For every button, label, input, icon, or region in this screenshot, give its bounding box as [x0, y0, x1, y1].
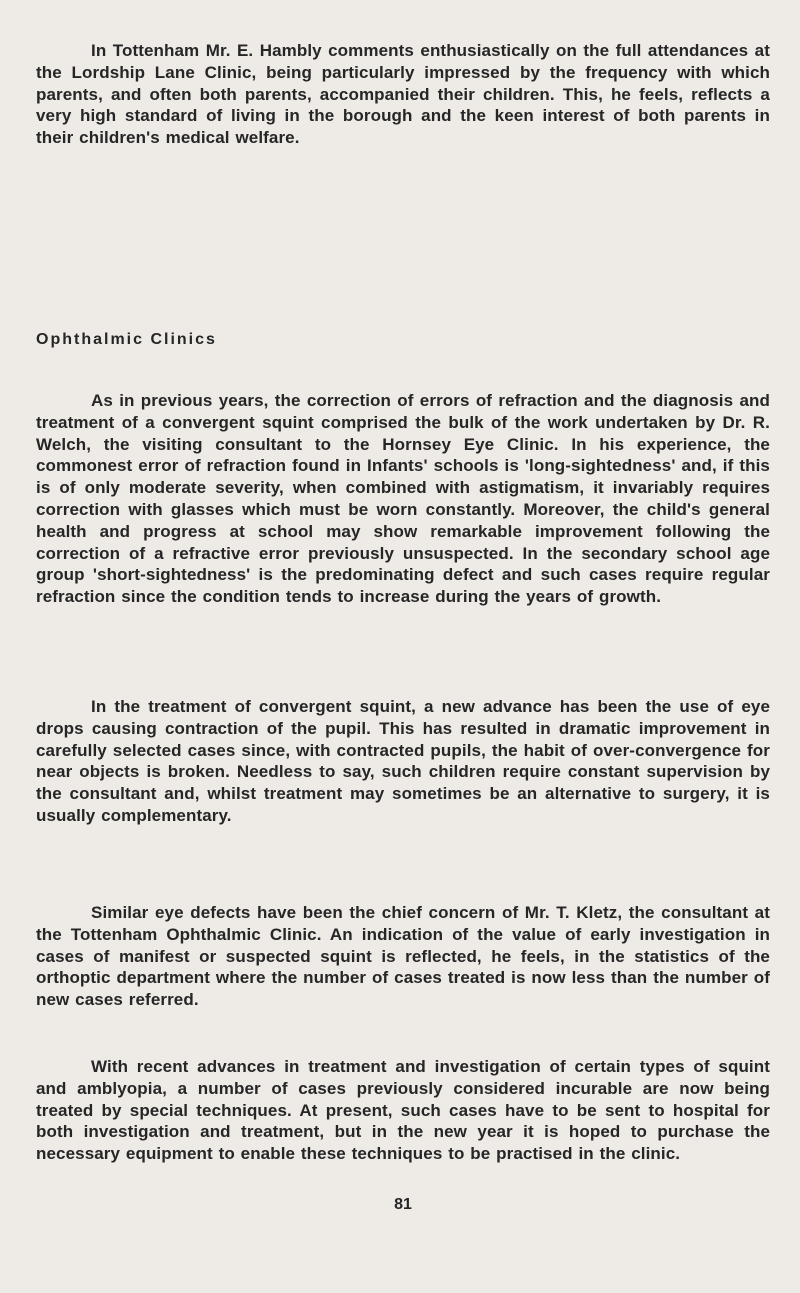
paragraph-convergent-squint: In the treatment of convergent squint, a new advance has been the use of eye drops causing contraction of the pupil. This has resulted in dramatic improvement in carefully selected cases since, with contracted pupils, the habit of over-convergence for near objects is broken. Needless to say, such children require constant supervision by the consultant and, whilst treatment may sometimes be an alternative to surgery, it is usually complementary.	[36, 697, 770, 825]
page-number: 81	[394, 1196, 412, 1213]
paragraph-recent-advances: With recent advances in treatment and investigation of certain types of squint and amblyopia, a number of cases previously considered incurable are now being treated by special techniques. At present, such cases have to be sent to hospital for both investigation and treatment, but in the new year it is hoped to purchase the necessary equipment to enable these techniques to be practised in the clinic.	[36, 1057, 770, 1164]
paragraph-tottenham-ophthalmic: Similar eye defects have been the chief concern of Mr. T. Kletz, the consultant at the Tottenham Ophthalmic Clinic. An indication of the value of early investigation in cases of manifest or suspected squint is reflected, he feels, in the statistics of the orthoptic department where the number of cases treated is now less than the number of new cases referred.	[36, 903, 770, 1010]
document-page	[36, 0, 770, 1293]
paragraph-refraction: As in previous years, the correction of errors of refraction and the diagnosis and treatment of a convergent squint comprised the bulk of the work undertaken by Dr. R. Welch, the visiting consultant to the Hornsey Eye Clinic. In his experience, the commonest error of refraction found in Infants' schools is 'long-sightedness' and, if this is of only moderate severity, when combined with astigmatism, it invariably requires correction with glasses which must be worn constantly. Moreover, the child's general health and progress at school may show remarkable improvement following the correction of a refractive error previously unsuspected. In the secondary school age group 'short-sightedness' is the predominating defect and such cases require regular refraction since the condition tends to increase during the years of growth.	[36, 391, 770, 607]
paragraph-lordship-lane-clinic: In Tottenham Mr. E. Hambly comments enthusiastically on the full attendances at the Lordship Lane Clinic, being particularly impressed by the frequency with which parents, and often both parents, accompanied their children. This, he feels, reflects a very high standard of living in the borough and the keen interest of both parents in their children's medical welfare.	[36, 41, 770, 148]
section-heading-ophthalmic-clinics: Ophthalmic Clinics	[36, 331, 217, 348]
